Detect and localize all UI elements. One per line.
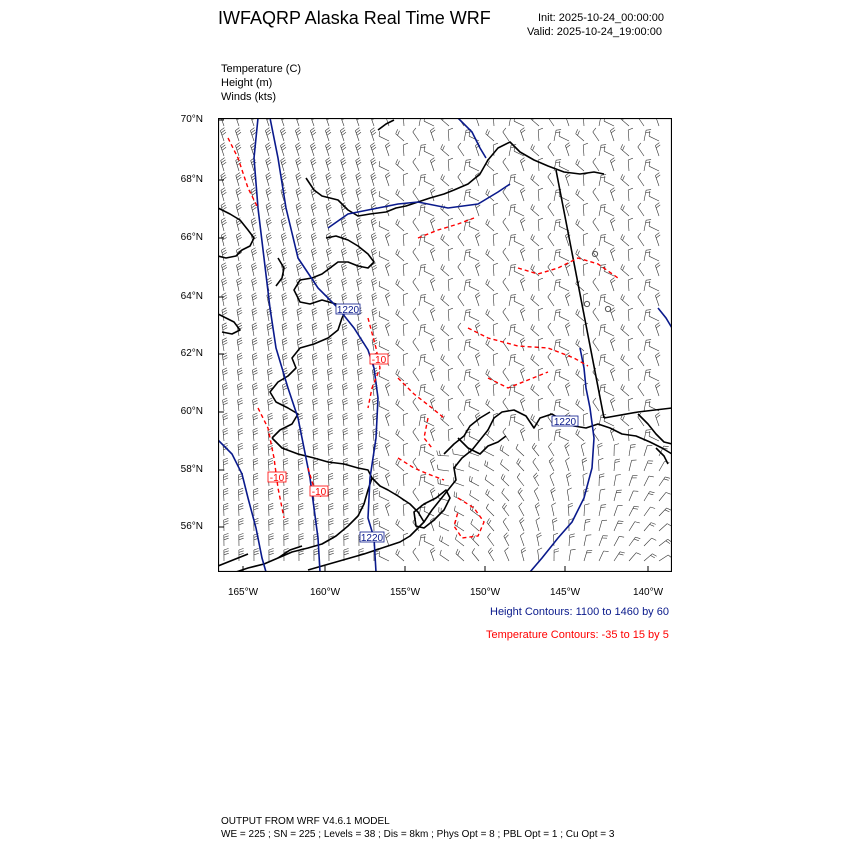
model-config: WE = 225 ; SN = 225 ; Levels = 38 ; Dis = 8km ; Phys Opt = 8 ; PBL Opt = 1 ; Cu Opt = 3: [221, 829, 615, 840]
field-height: Height (m): [221, 77, 273, 89]
height-contour-note: Height Contours: 1100 to 1460 by 60: [490, 606, 669, 618]
lat-label: 68°N: [180, 174, 203, 185]
lon-label: 165°W: [227, 587, 259, 598]
lat-label: 66°N: [180, 232, 203, 243]
height-label: 1220: [553, 417, 577, 428]
map-panel: [218, 118, 672, 572]
height-label: 1220: [336, 305, 360, 316]
field-temperature: Temperature (C): [221, 63, 302, 75]
lat-label: 56°N: [180, 521, 203, 532]
lon-label: 140°W: [632, 587, 664, 598]
lat-label: 60°N: [180, 406, 203, 417]
lon-label: 145°W: [549, 587, 581, 598]
init-time: Init: 2025-10-24_00:00:00: [538, 12, 664, 24]
valid-time: Valid: 2025-10-24_19:00:00: [527, 26, 662, 38]
temperature-contour-note: Temperature Contours: -35 to 15 by 5: [486, 629, 669, 641]
temperature-label: -10: [269, 473, 285, 484]
lat-label: 58°N: [180, 464, 203, 475]
lat-label: 62°N: [180, 348, 203, 359]
temperature-label: -10: [371, 355, 387, 366]
model-info: OUTPUT FROM WRF V4.6.1 MODEL: [221, 816, 390, 827]
plot-title: IWFAQRP Alaska Real Time WRF: [218, 8, 491, 28]
lon-label: 155°W: [389, 587, 421, 598]
field-winds: Winds (kts): [221, 91, 276, 103]
lon-label: 150°W: [469, 587, 501, 598]
lat-label: 64°N: [180, 291, 203, 302]
temperature-label: -10: [311, 487, 327, 498]
height-label: 1220: [360, 533, 384, 544]
lat-label: 70°N: [180, 114, 203, 125]
lon-label: 160°W: [309, 587, 341, 598]
